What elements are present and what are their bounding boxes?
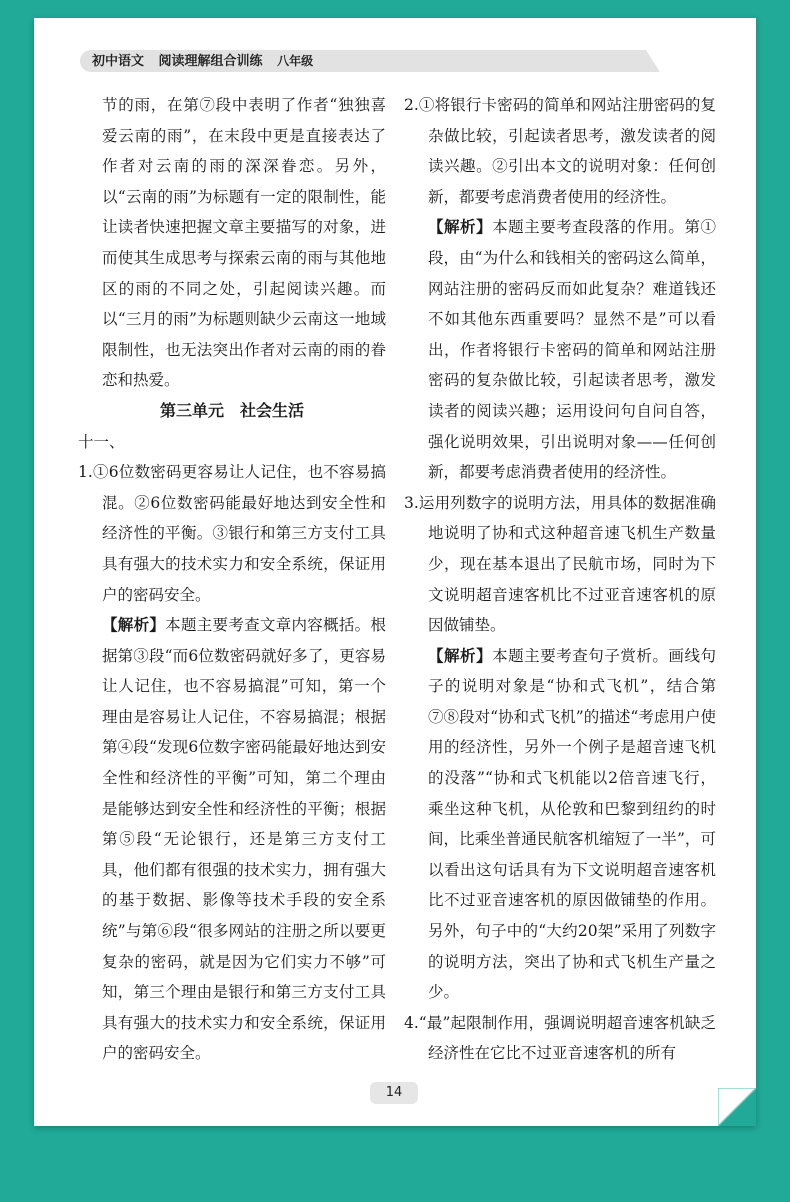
analysis-tag: 【解析】: [102, 616, 166, 635]
answer-4: 4.“最”起限制作用，强调说明超音速客机缺乏经济性在它比不过亚音速客机的所有: [404, 1013, 716, 1063]
analysis-1: [78, 610, 386, 1069]
section-number: 十一、: [78, 432, 125, 451]
running-header: [80, 50, 660, 72]
answer-1: 1.①6位数密码更容易让人记住，也不容易搞混。②6位数密码能最好地达到安全性和经济性的平衡。③银行和第三方支付工具具有强大的技术实力和安全系统，保证用户的密码安全。: [78, 463, 386, 604]
page-curl-edge: [718, 1088, 756, 1126]
header-grade: 八年级: [277, 54, 314, 68]
header-series: 阅读理解组合训练: [158, 54, 263, 69]
analysis-1-text: 本题主要考查文章内容概括。根据第③段“而6位数密码就好多了，更容易让人记住，也不容易搞混”可知，第一个理由是容易让人记住，不容易搞混；根据第④段“发现6位数字密码能最好地达到安全性和经济性的平衡”可知，第二个理由是能够达到安全性和经济性的平衡；根据第⑤段“无论银行，还是第三方支付工具，他们都有很强的技术实力，拥有强大的基于数据、影像等技术手段的安全系统”与第⑥段“很多网站的注册之所以要更复杂的密码，就是因为它们实力不够”可知，第三个理由是银行和第三方支付工具具有强大的技术实力和安全系统，保证用户的密码安全。: [102, 616, 386, 1063]
analysis-tag: 【解析】: [428, 646, 493, 665]
unit-heading: 第三单元 社会生活: [159, 400, 304, 420]
analysis-tag: 【解析】: [428, 218, 493, 237]
answer-3: 3.运用列数字的说明方法，用具体的数据准确地说明了协和式这种超音速飞机生产数量少，现在基本退出了民航市场，同时为下文说明超音速客机比不过亚音速客机的原因做铺垫。: [404, 493, 716, 635]
right-column: [404, 90, 716, 1069]
continued-paragraph: 节的雨，在第⑦段中表明了作者“独独喜爱云南的雨”，在末段中更是直接表达了作者对云南的雨的深深眷恋。另外，以“云南的雨”为标题有一定的限制性，能让读者快速把握文章主要描写的对象，进而使其生成思考与探索云南的雨与其他地区的雨的不同之处，引起阅读兴趣。而以“三月的雨”为标题则缺少云南这一地域限制性，也无法突出作者对云南的雨的眷恋和热爱。: [102, 96, 386, 390]
left-column: [78, 90, 386, 1069]
analysis-2: [404, 212, 716, 487]
page-number: 14: [370, 1082, 418, 1104]
analysis-2-text: 本题主要考查段落的作用。第①段，由“为什么和钱相关的密码这么简单，网站注册的密码反而如此复杂？难道钱还不如其他东西重要吗？显然不是”可以看出，作者将银行卡密码的简单和网站注册密码的复杂做比较，引起读者思考，激发读者的阅读兴趣；运用设问句自问自答，强化说明效果，引出说明对象——任何创新，都要考虑消费者使用的经济性。: [428, 218, 716, 482]
analysis-3: [404, 641, 716, 1008]
answer-2: 2.①将银行卡密码的简单和网站注册密码的复杂做比较，引起读者思考，激发读者的阅读兴趣。②引出本文的说明对象：任何创新，都要考虑消费者使用的经济性。: [404, 96, 716, 206]
analysis-3-text: 本题主要考查句子赏析。画线句子的说明对象是“协和式飞机”，结合第⑦⑧段对“协和式飞机”的描述“考虑用户使用的经济性，另外一个例子是超音速飞机的没落”“协和式飞机能以2倍音速飞行，乘坐这种飞机，从伦敦和巴黎到纽约的时间，比乘坐普通民航客机缩短了一半”，可以看出这句话具有为下文说明超音速客机比不过亚音速客机的原因做铺垫的作用。另外，句子中的“大约20架”采用了列数字的说明方法，突出了协和式飞机生产量之少。: [428, 646, 716, 1002]
page: [34, 18, 756, 1126]
header-label: [92, 52, 323, 70]
header-subject: 初中语文: [92, 54, 145, 69]
